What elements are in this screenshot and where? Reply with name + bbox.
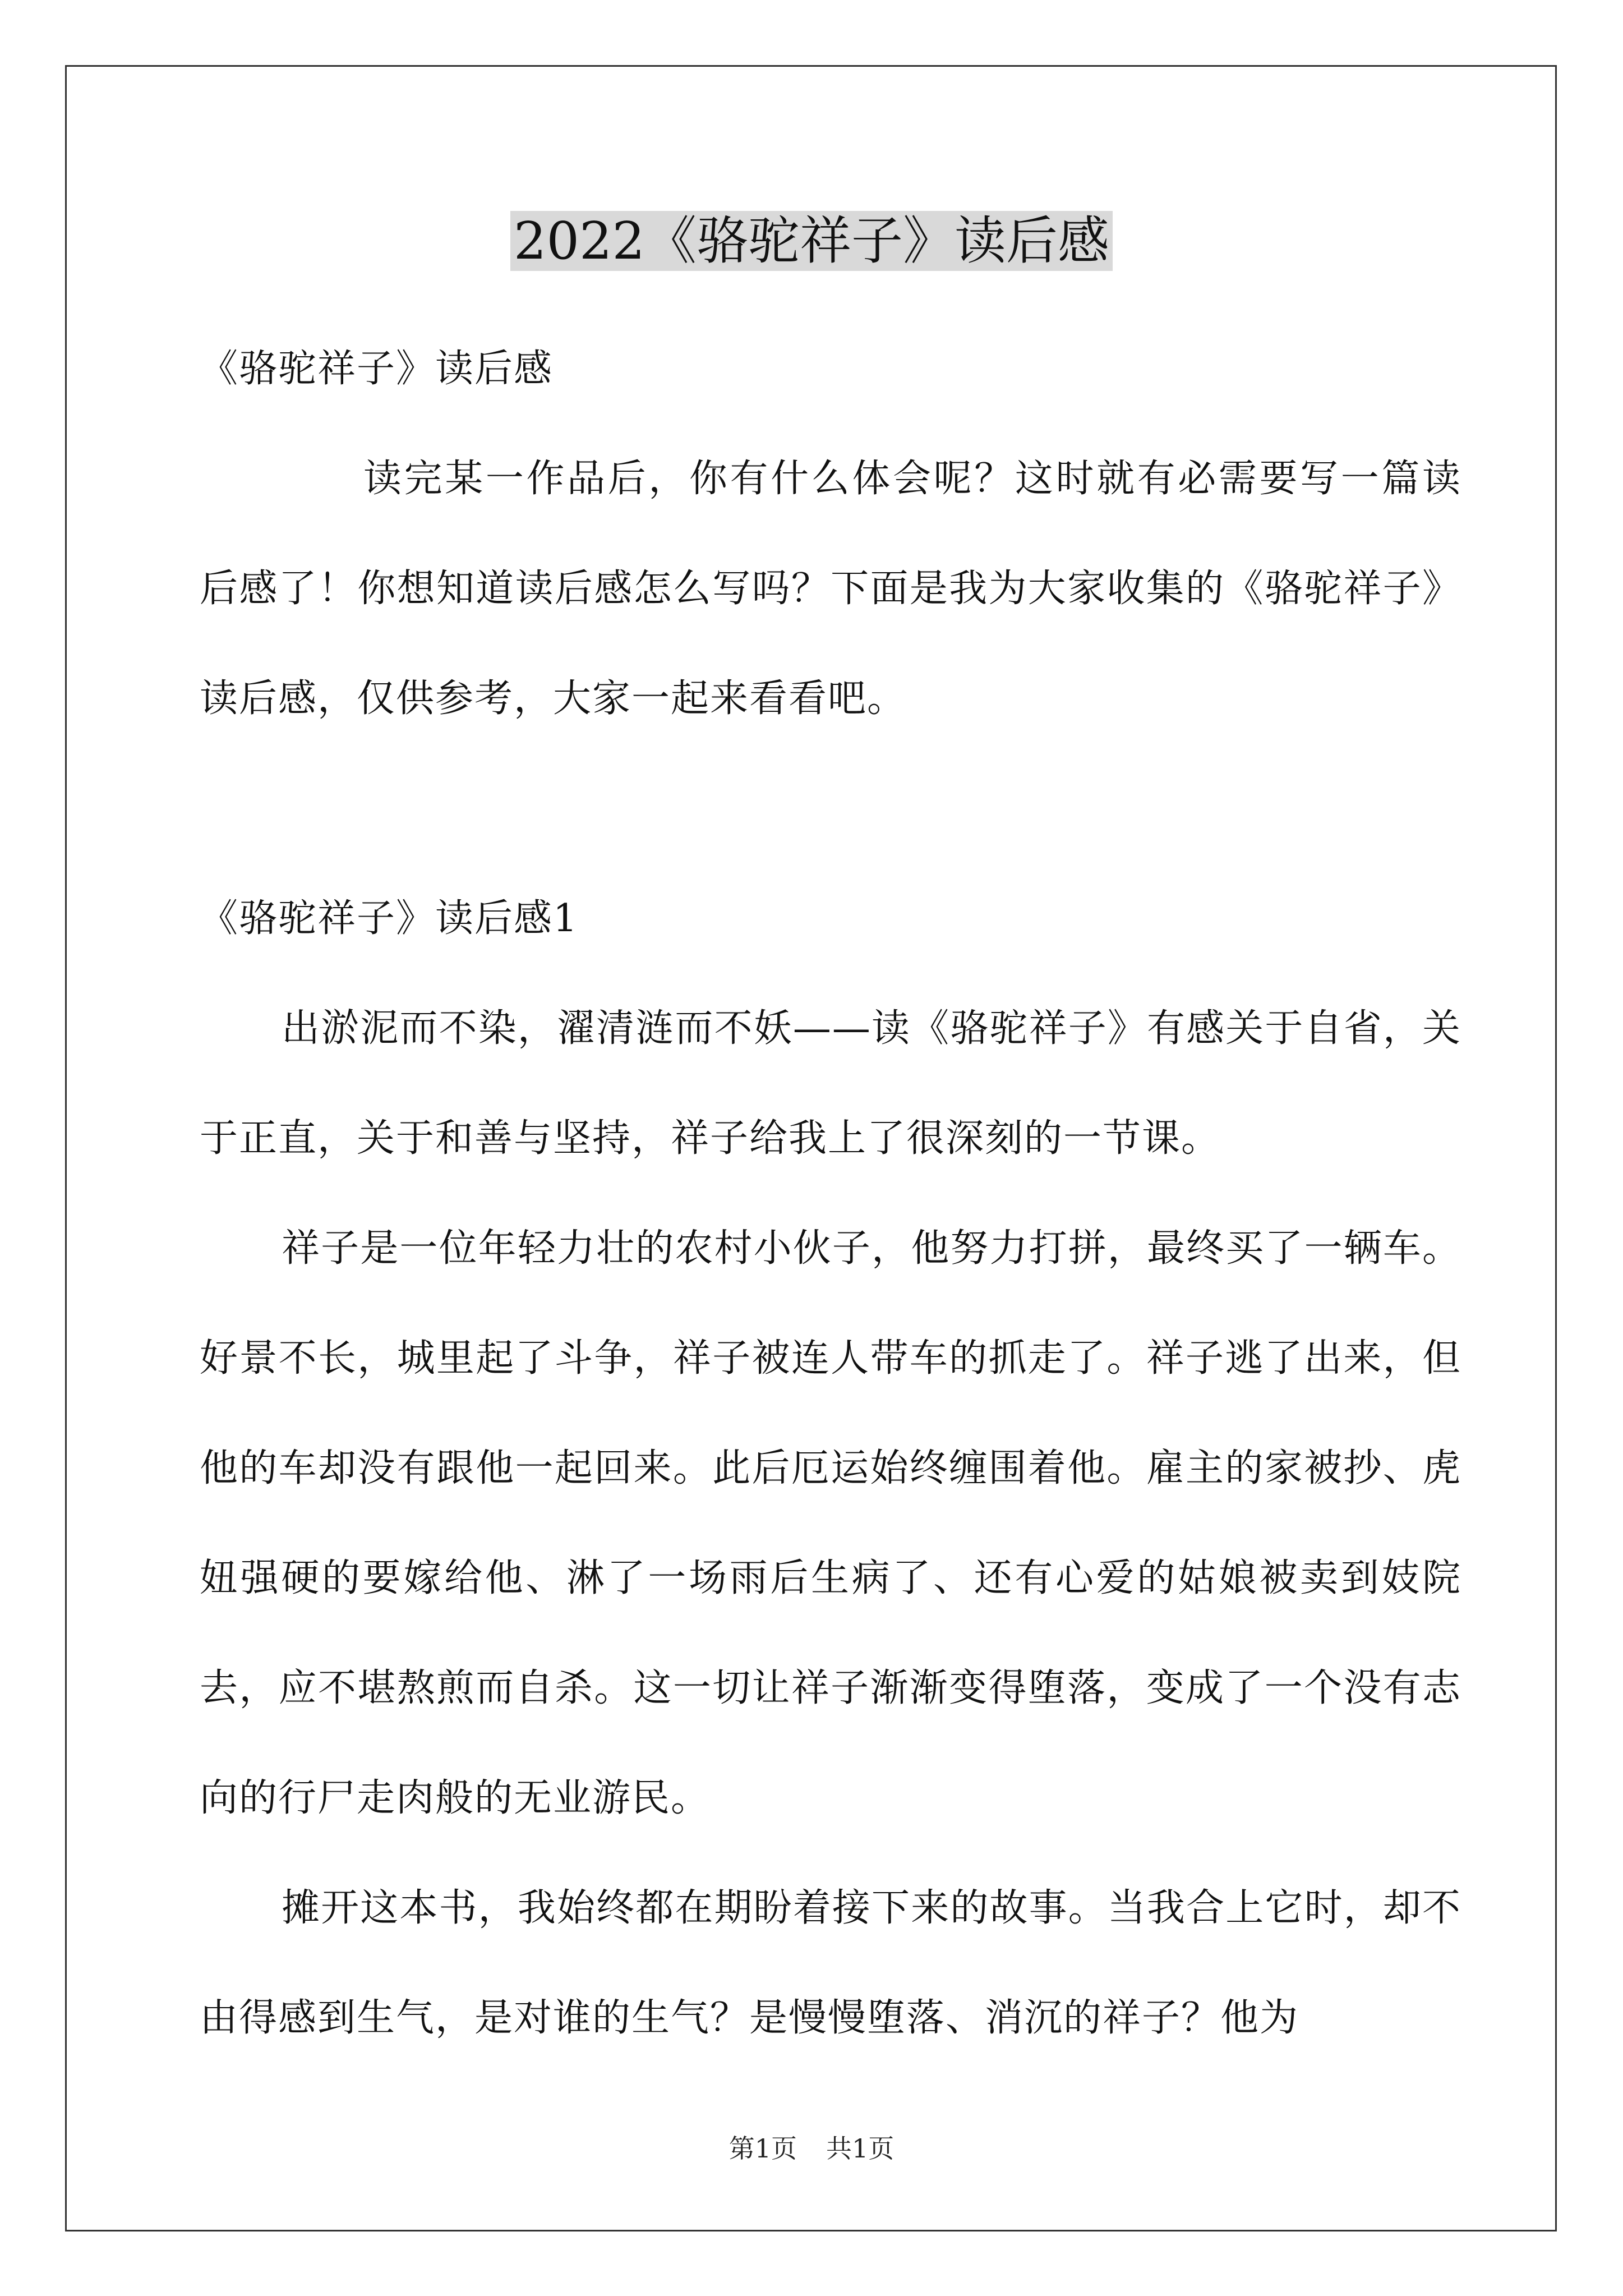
section-spacer	[200, 754, 1461, 864]
section-heading: 《骆驼祥子》读后感1	[200, 896, 579, 941]
page-footer	[0, 2132, 1623, 2165]
body-paragraph-2: 祥子是一位年轻力壮的农村小伙子，他努力打拼，最终买了一辆车。好景不长，城里起了斗争，祥子被连人带车的抓走了。祥子逃了出来，但他的车却没有跟他一起回来。此后厄运始终缠围着他。雇主的家被抄、虎妞强硬的要嫁给他、淋了一场雨后生病了、还有心爱的姑娘被卖到妓院去，应不堪熬煎而自杀。这一切让祥子渐渐变得堕落，变成了一个没有志向的行尸走肉般的无业游民。	[200, 1226, 1461, 1820]
page-number: 第1页	[728, 2133, 797, 2164]
document-body	[200, 314, 1461, 2073]
document-title	[0, 202, 1623, 280]
body-paragraph-3: 摊开这本书，我始终都在期盼着接下来的故事。当我合上它时，却不由得感到生气，是对谁的生气？是慢慢堕落、消沉的祥子？他为	[200, 1886, 1461, 2040]
title-highlight: 2022《骆驼祥子》读后感	[510, 211, 1113, 271]
body-paragraph-1: 出淤泥而不染，濯清涟而不妖——读《骆驼祥子》有感关于自省，关于正直，关于和善与坚持，祥子给我上了很深刻的一节课。	[200, 1006, 1461, 1161]
page-total: 共1页	[826, 2133, 895, 2164]
intro-paragraph: 读完某一作品后，你有什么体会呢？这时就有必需要写一篇读后感了！你想知道读后感怎么写吗？下面是我为大家收集的《骆驼祥子》读后感，仅供参考，大家一起来看看吧。	[200, 457, 1461, 721]
subtitle: 《骆驼祥子》读后感	[200, 347, 554, 391]
